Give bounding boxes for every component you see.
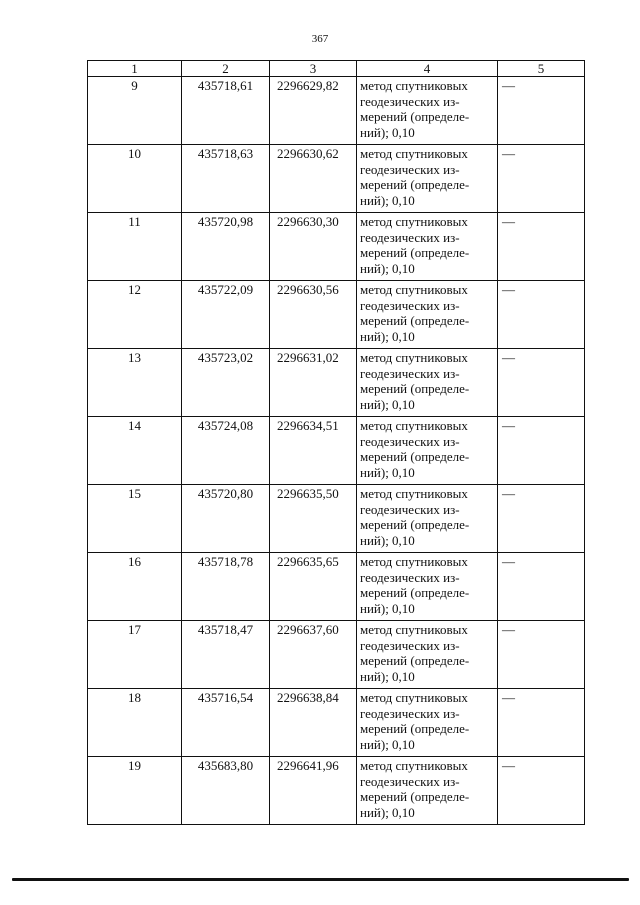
column-header-3: 3 [270,61,357,77]
method-line: геодезических из- [360,705,460,721]
page-number: 367 [311,33,329,45]
point-number-cell: 15 [88,485,182,553]
method-line: мерений (определе- [360,653,470,668]
note-cell: — [498,417,585,485]
table-row [88,485,585,553]
method-line: мерений (определе- [360,381,470,396]
point-number-cell: 9 [88,77,182,145]
y-coordinate-cell: 2296637,60 [270,621,357,689]
note-cell: — [498,485,585,553]
y-coordinate-cell: 2296631,02 [270,349,357,417]
x-coordinate-cell: 435683,80 [182,757,270,825]
method-cell [357,145,498,213]
table-row [88,281,585,349]
method-cell [357,553,498,621]
method-line: метод спутниковых [360,622,468,637]
column-header-5: 5 [498,61,585,77]
method-line: ний); 0,10 [360,804,415,820]
method-line: ний); 0,10 [360,192,415,208]
table-row [88,145,585,213]
coordinates-table [87,60,585,825]
table-row [88,213,585,281]
method-line: ний); 0,10 [360,124,415,140]
point-number-cell: 17 [88,621,182,689]
method-line: метод спутниковых [360,486,468,501]
method-line: метод спутниковых [360,418,468,433]
table-body [88,77,585,825]
x-coordinate-cell: 435718,78 [182,553,270,621]
method-line: ний); 0,10 [360,328,415,344]
method-line: мерений (определе- [360,789,470,804]
x-coordinate-cell: 435718,61 [182,77,270,145]
method-line: ний); 0,10 [360,396,415,412]
method-line: метод спутниковых [360,350,468,365]
note-cell: — [498,757,585,825]
table-row [88,553,585,621]
method-cell [357,621,498,689]
method-line: метод спутниковых [360,214,468,229]
point-number-cell: 10 [88,145,182,213]
method-line: геодезических из- [360,569,460,585]
method-line: метод спутниковых [360,146,468,161]
method-line: мерений (определе- [360,721,470,736]
method-line: геодезических из- [360,365,460,381]
column-header-2: 2 [182,61,270,77]
method-line: мерений (определе- [360,449,470,464]
bottom-rule [12,878,629,881]
y-coordinate-cell: 2296630,62 [270,145,357,213]
method-line: метод спутниковых [360,282,468,297]
method-line: метод спутниковых [360,690,468,705]
x-coordinate-cell: 435718,47 [182,621,270,689]
y-coordinate-cell: 2296641,96 [270,757,357,825]
x-coordinate-cell: 435723,02 [182,349,270,417]
method-line: мерений (определе- [360,109,470,124]
method-line: ний); 0,10 [360,260,415,276]
table-header-row [88,61,585,77]
point-number-cell: 13 [88,349,182,417]
point-number-cell: 14 [88,417,182,485]
note-cell: — [498,553,585,621]
x-coordinate-cell: 435722,09 [182,281,270,349]
note-cell: — [498,145,585,213]
y-coordinate-cell: 2296630,56 [270,281,357,349]
method-line: мерений (определе- [360,177,470,192]
method-line: ний); 0,10 [360,736,415,752]
table-row [88,417,585,485]
method-line: ний); 0,10 [360,600,415,616]
method-line: ний); 0,10 [360,464,415,480]
method-line: геодезических из- [360,229,460,245]
method-cell [357,77,498,145]
point-number-cell: 11 [88,213,182,281]
method-line: геодезических из- [360,773,460,789]
method-line: мерений (определе- [360,313,470,328]
method-line: геодезических из- [360,93,460,109]
point-number-cell: 12 [88,281,182,349]
table-row [88,757,585,825]
x-coordinate-cell: 435720,80 [182,485,270,553]
method-cell [357,757,498,825]
x-coordinate-cell: 435718,63 [182,145,270,213]
y-coordinate-cell: 2296629,82 [270,77,357,145]
column-header-1: 1 [88,61,182,77]
method-line: геодезических из- [360,161,460,177]
x-coordinate-cell: 435720,98 [182,213,270,281]
x-coordinate-cell: 435724,08 [182,417,270,485]
y-coordinate-cell: 2296635,65 [270,553,357,621]
method-cell [357,689,498,757]
note-cell: — [498,281,585,349]
method-line: геодезических из- [360,297,460,313]
y-coordinate-cell: 2296638,84 [270,689,357,757]
note-cell: — [498,621,585,689]
method-line: метод спутниковых [360,554,468,569]
method-line: метод спутниковых [360,758,468,773]
point-number-cell: 19 [88,757,182,825]
method-line: геодезических из- [360,433,460,449]
coordinates-table-wrapper [87,60,585,825]
method-line: мерений (определе- [360,517,470,532]
method-line: мерений (определе- [360,585,470,600]
table-row [88,349,585,417]
y-coordinate-cell: 2296630,30 [270,213,357,281]
note-cell: — [498,77,585,145]
method-cell [357,349,498,417]
x-coordinate-cell: 435716,54 [182,689,270,757]
y-coordinate-cell: 2296634,51 [270,417,357,485]
column-header-4: 4 [357,61,498,77]
y-coordinate-cell: 2296635,50 [270,485,357,553]
method-cell [357,281,498,349]
table-row [88,689,585,757]
method-cell [357,213,498,281]
table-row [88,77,585,145]
method-line: ний); 0,10 [360,532,415,548]
note-cell: — [498,689,585,757]
note-cell: — [498,213,585,281]
point-number-cell: 18 [88,689,182,757]
table-row [88,621,585,689]
point-number-cell: 16 [88,553,182,621]
method-line: ний); 0,10 [360,668,415,684]
note-cell: — [498,349,585,417]
method-line: мерений (определе- [360,245,470,260]
method-line: геодезических из- [360,637,460,653]
method-line: метод спутниковых [360,78,468,93]
method-cell [357,417,498,485]
method-cell [357,485,498,553]
method-line: геодезических из- [360,501,460,517]
